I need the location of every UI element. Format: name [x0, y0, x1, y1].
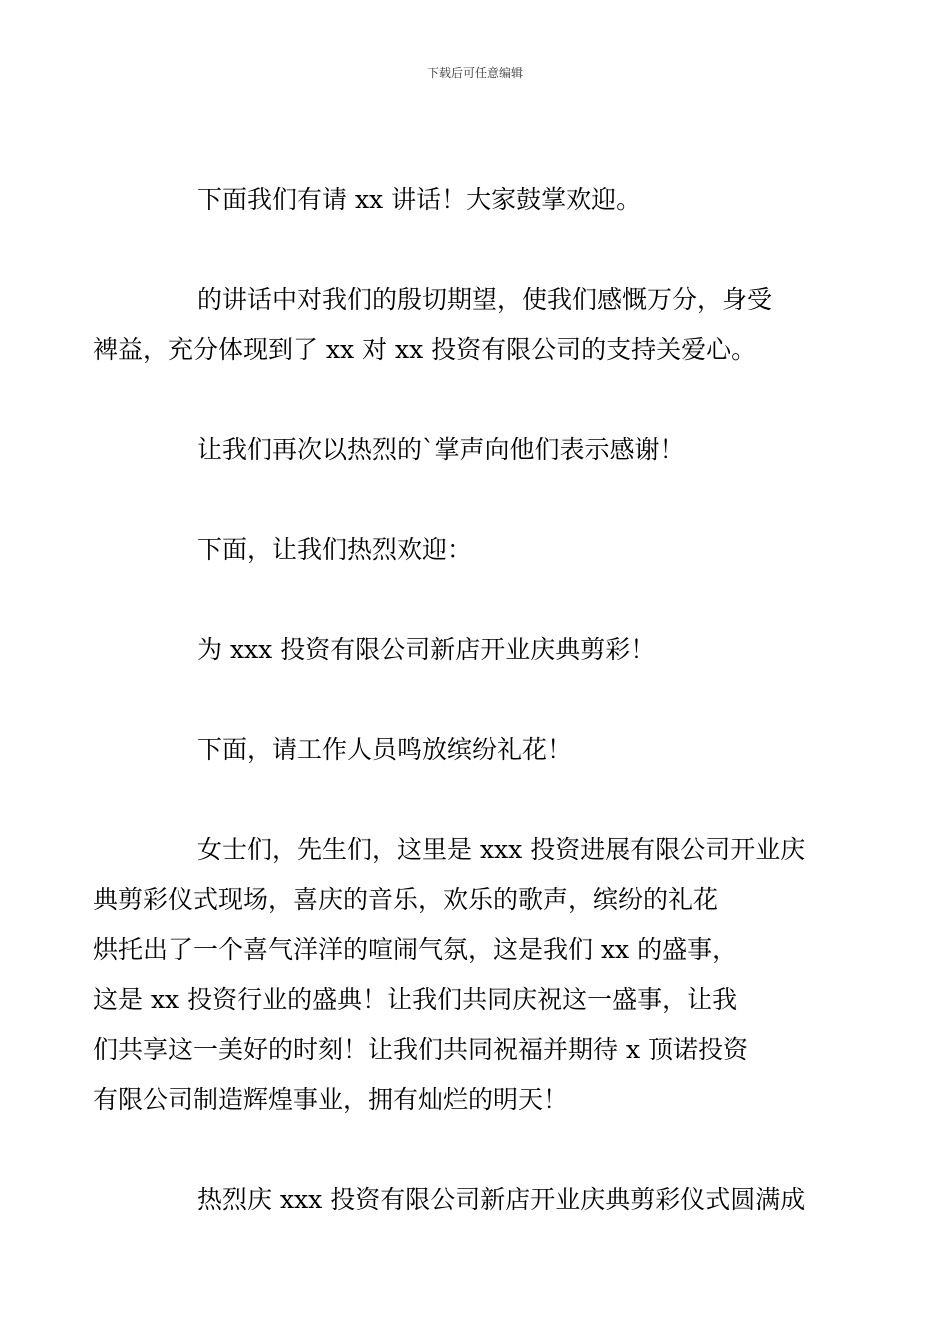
paragraph — [145, 175, 807, 225]
text-line: 们共享这一美好的时刻！让我们共同祝福并期待 x 顶诺投资 — [93, 1035, 748, 1064]
paragraph — [93, 825, 807, 1125]
text-line: 女士们，先生们，这里是 xxx 投资进展有限公司开业庆 — [197, 835, 806, 864]
text-line: 这是 xx 投资行业的盛典！让我们共同庆祝这一盛事，让我 — [93, 985, 738, 1014]
paragraph — [145, 425, 807, 475]
paragraph — [145, 1175, 807, 1225]
text-line: 下面我们有请 xx 讲话！大家鼓掌欢迎。 — [197, 185, 642, 214]
text-line: 为 xxx 投资有限公司新店开业庆典剪彩！ — [197, 635, 656, 664]
text-line: 下面，让我们热烈欢迎： — [197, 535, 473, 564]
text-line: 典剪彩仪式现场，喜庆的音乐，欢乐的歌声，缤纷的礼花 — [93, 885, 719, 914]
document-body — [93, 175, 807, 1275]
text-line: 让我们再次以热烈的`掌声向他们表示感谢！ — [197, 435, 685, 464]
text-line: 裨益，充分体现到了 xx 对 xx 投资有限公司的支持关爱心。 — [93, 335, 757, 364]
paragraph — [93, 275, 807, 375]
text-line: 烘托出了一个喜气洋洋的喧闹气氛，这是我们 xx 的盛事， — [93, 935, 738, 964]
text-line: 的讲话中对我们的殷切期望，使我们感慨万分，身受 — [197, 285, 773, 314]
page-header: 下载后可任意编辑 — [426, 66, 523, 80]
text-line: 有限公司制造辉煌事业，拥有灿烂的明天！ — [93, 1085, 569, 1114]
paragraph — [145, 625, 807, 675]
text-line: 下面，请工作人员鸣放缤纷礼花！ — [197, 735, 573, 764]
paragraph — [145, 525, 807, 575]
paragraph — [145, 725, 807, 775]
text-line: 热烈庆 xxx 投资有限公司新店开业庆典剪彩仪式圆满成 — [197, 1185, 806, 1214]
